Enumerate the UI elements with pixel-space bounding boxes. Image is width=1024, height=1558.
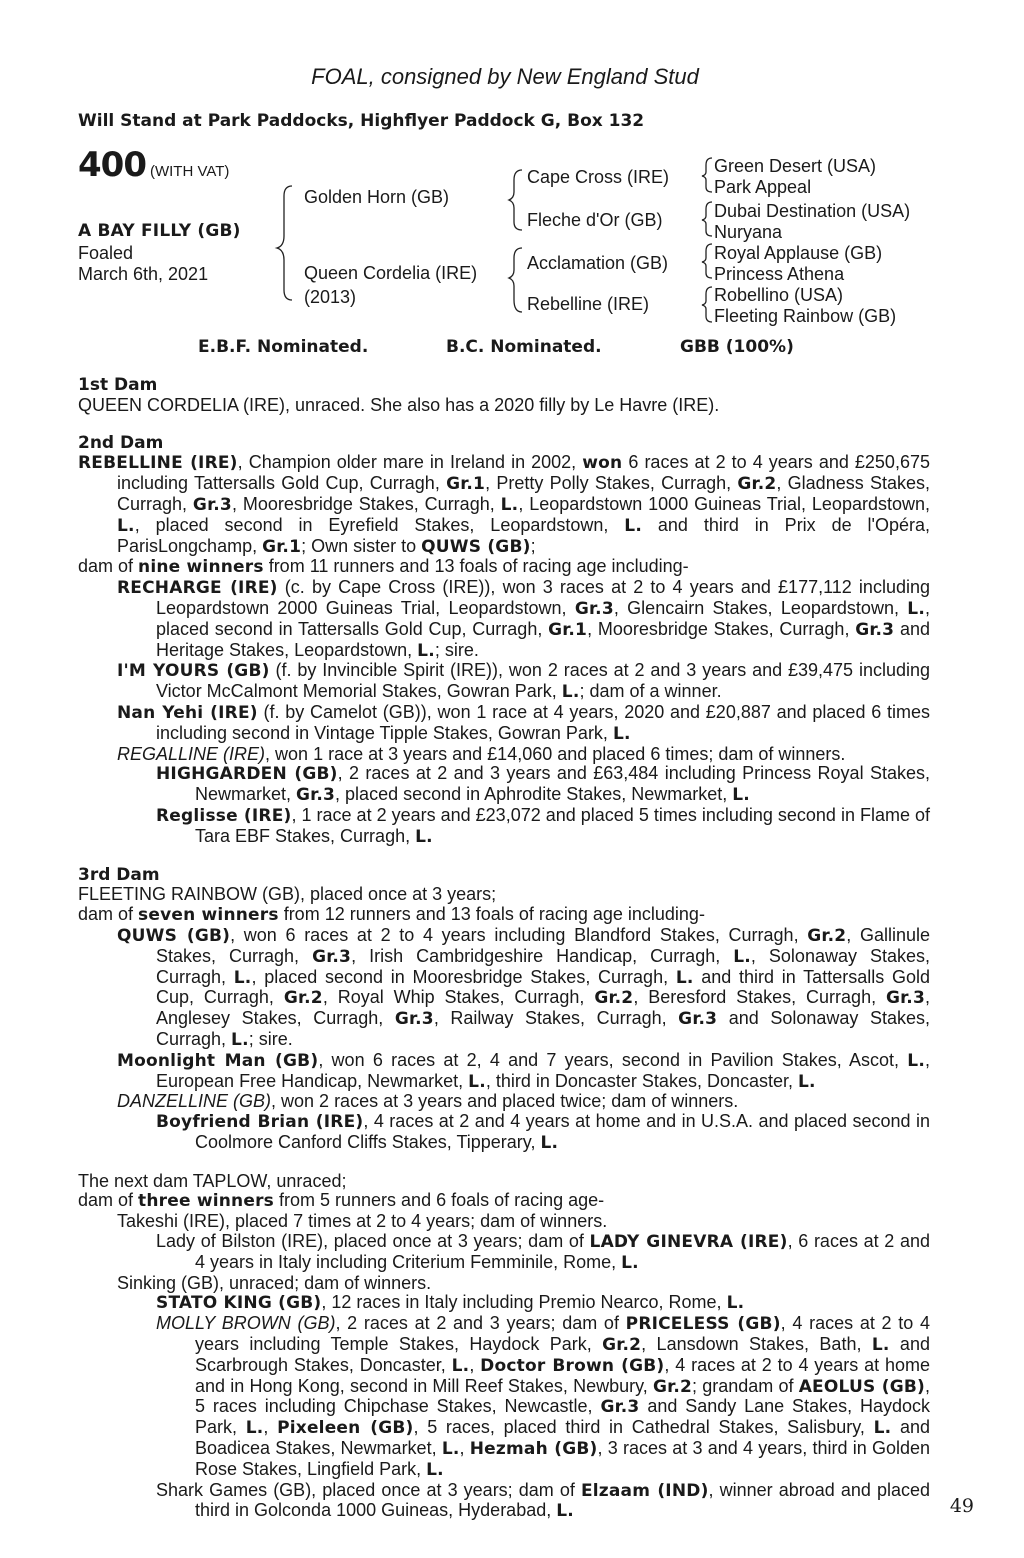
pedigree-ggp: Fleeting Rainbow (GB) [714,306,897,326]
pedigree-sire: Golden Horn (GB) [304,187,450,207]
pedigree-dam: Queen Cordelia (IRE) [304,263,478,283]
list-item: RECHARGE (IRE) (c. by Cape Cross (IRE)), won 3 races at 2 to 4 years and £177,112 including Leopardstown 2000 Guineas Trial, Leopardstown, Gr.3, Glencairn Stakes, Leopardstown, L., placed second in Tattersalls Gold Cup, Curragh, Gr.1, Mooresbridge Stakes, Curragh, Gr.3 and Heritage Stakes, Leopardstown, L.; sire. [117,577,930,661]
stand-location: Will Stand at Park Paddocks, Highflyer Paddock G, Box 132 [78,111,645,131]
first-dam-text: QUEEN CORDELIA (IRE), unraced. She also has a 2020 filly by Le Havre (IRE). [78,394,720,415]
pedigree-ggp: Park Appeal [714,177,812,197]
brace-dam [509,248,522,312]
pedigree-dam-sire: Acclamation (GB) [527,253,669,273]
lot-description: A BAY FILLY (GB) [78,221,241,241]
pedigree-ggp: Dubai Destination (USA) [714,201,911,221]
page-number: 49 [949,1495,974,1517]
pedigree-ggp: Royal Applause (GB) [714,243,883,263]
ebf-nomination: E.B.F. Nominated. [198,337,369,357]
list-item: I'M YOURS (GB) (f. by Invincible Spirit (IRE)), won 2 races at 2 and 3 years and £39,475 including Victor McCalmont Memorial Stakes, Gowran Park, L.; dam of a winner. [117,660,931,703]
next-dam-text: The next dam TAPLOW, unraced; [78,1170,347,1191]
list-item: Nan Yehi (IRE) (f. by Camelot (GB)), won 1 race at 4 years, 2020 and £20,887 and placed 6 times including second in Vintage Tipple Stakes, Gowran Park, L. [117,701,930,744]
lot-vat: (WITH VAT) [149,163,230,180]
list-item: DANZELLINE (GB), won 2 races at 3 years and placed twice; dam of winners. [117,1091,739,1112]
list-item: STATO KING (GB), 12 races in Italy including Premio Nearco, Rome, L. [156,1292,745,1314]
list-item: Reglisse (IRE), 1 race at 2 years and £23,072 and placed 5 times including second in Flame of Tara EBF Stakes, Curragh, L. [156,804,930,847]
foaled-date: March 6th, 2021 [78,264,209,284]
third-dam-text: FLEETING RAINBOW (GB), placed once at 3 years; [78,884,497,905]
list-item: MOLLY BROWN (GB), 2 races at 2 and 3 years; dam of PRICELESS (GB), 4 races at 2 to 4 years including Temple Stakes, Haydock Park, Gr.2, Lansdown Stakes, Bath, L. and Scarbrough Stakes, Doncaster, L., Doctor Brown (GB), 4 races at 2 to 4 years at home and in Hong Kong, second in Mill Reef Stakes, Newbury, Gr.2; grandam of AEOLUS (GB), 5 races including Chipchase Stakes, Newcastle, Gr.3 and Sandy Lane Stakes, Haydock Park, L., Pixeleen (GB), 5 races, placed third in Cathedral Stakes, Salisbury, L. and Boadicea Stakes, Newmarket, L., Hezmah (GB), 3 races at 3 and 4 years, third in Golden Rose Stakes, Lingfield Park, L. [156,1313,930,1480]
first-dam-heading: 1st Dam [78,375,158,395]
pedigree-dam-dam: Rebelline (IRE) [527,294,650,314]
list-item: HIGHGARDEN (GB), 2 races at 2 and 3 years and £63,484 including Princess Royal Stakes, Newmarket, Gr.3, placed second in Aphrodite Stakes, Newmarket, L. [156,763,930,806]
list-item: Sinking (GB), unraced; dam of winners. [117,1272,432,1293]
second-dam-heading: 2nd Dam [78,432,164,453]
third-dam-heading: 3rd Dam [78,864,160,885]
brace-main [277,186,292,300]
pedigree-ggp: Green Desert (USA) [714,156,877,176]
second-dam-text: REBELLINE (IRE), Champion older mare in Ireland in 2002, won 6 races at 2 to 4 years and £250,675 including Tattersalls Gold Cup, Curragh, Gr.1, Pretty Polly Stakes, Curragh, Gr.2, Gladness Stakes, Curragh, Gr.3, Mooresbridge Stakes, Curragh, L., Leopardstown 1000 Guineas Trial, Leopardstown, L., placed second in Eyrefield Stakes, Leopardstown, L. and third in Prix de l'Opéra, ParisLongchamp, Gr.1; Own sister to QUWS (GB); [78,452,930,557]
pedigree-sire-sire: Cape Cross (IRE) [527,167,670,187]
pedigree-ggp: Princess Athena [714,264,845,284]
second-dam-produce-intro: dam of nine winners from 11 runners and 13 foals of racing age including- [78,556,689,578]
pedigree-dam-year: (2013) [304,287,357,307]
gbb-status: GBB (100%) [680,337,794,357]
bc-nomination: B.C. Nominated. [446,337,602,357]
list-item: Boyfriend Brian (IRE), 4 races at 2 and 4 years at home and in U.S.A. and placed second in Coolmore Canford Cliffs Stakes, Tipperary, L. [156,1111,930,1153]
list-item: Lady of Bilston (IRE), placed once at 3 years; dam of LADY GINEVRA (IRE), 6 races at 2 and 4 years in Italy including Criterium Femminile, Rome, L. [156,1231,931,1273]
list-item: REGALLINE (IRE), won 1 race at 3 years and £14,060 and placed 6 times; dam of winners. [117,743,846,764]
brace-sire [509,170,522,230]
page-title: FOAL, consigned by New England Stud [311,64,699,89]
list-item: Shark Games (GB), placed once at 3 years; dam of Elzaam (IND), winner abroad and placed third in Golconda 1000 Guineas, Hyderabad, L. [156,1479,931,1522]
next-dam-produce-intro: dam of three winners from 5 runners and 6 foals of racing age- [78,1190,605,1212]
pedigree-ggp: Nuryana [714,222,783,242]
pedigree-ggp: Robellino (USA) [714,285,844,305]
list-item: QUWS (GB), won 6 races at 2 to 4 years including Blandford Stakes, Curragh, Gr.2, Gallinule Stakes, Curragh, Gr.3, Irish Cambridgeshire Handicap, Curragh, L., Solonaway Stakes, Curragh, L., placed second in Mooresbridge Stakes, Curragh, L. and third in Tattersalls Gold Cup, Curragh, Gr.2, Royal Whip Stakes, Curragh, Gr.2, Beresford Stakes, Curragh, Gr.3, Anglesey Stakes, Curragh, Gr.3, Railway Stakes, Curragh, Gr.3 and Solonaway Stakes, Curragh, L.; sire. [117,924,931,1050]
list-item: Takeshi (IRE), placed 7 times at 2 to 4 years; dam of winners. [117,1211,608,1232]
list-item: Moonlight Man (GB), won 6 races at 2, 4 and 7 years, second in Pavilion Stakes, Ascot, L., European Free Handicap, Newmarket, L., third in Doncaster Stakes, Doncaster, L. [117,1049,930,1092]
foaled-label: Foaled [78,243,134,263]
lot-number-value: 400 [78,145,146,185]
third-dam-produce-intro: dam of seven winners from 12 runners and 13 foals of racing age including- [78,904,705,926]
pedigree-sire-dam: Fleche d'Or (GB) [527,210,663,230]
catalogue-body [78,376,930,1522]
